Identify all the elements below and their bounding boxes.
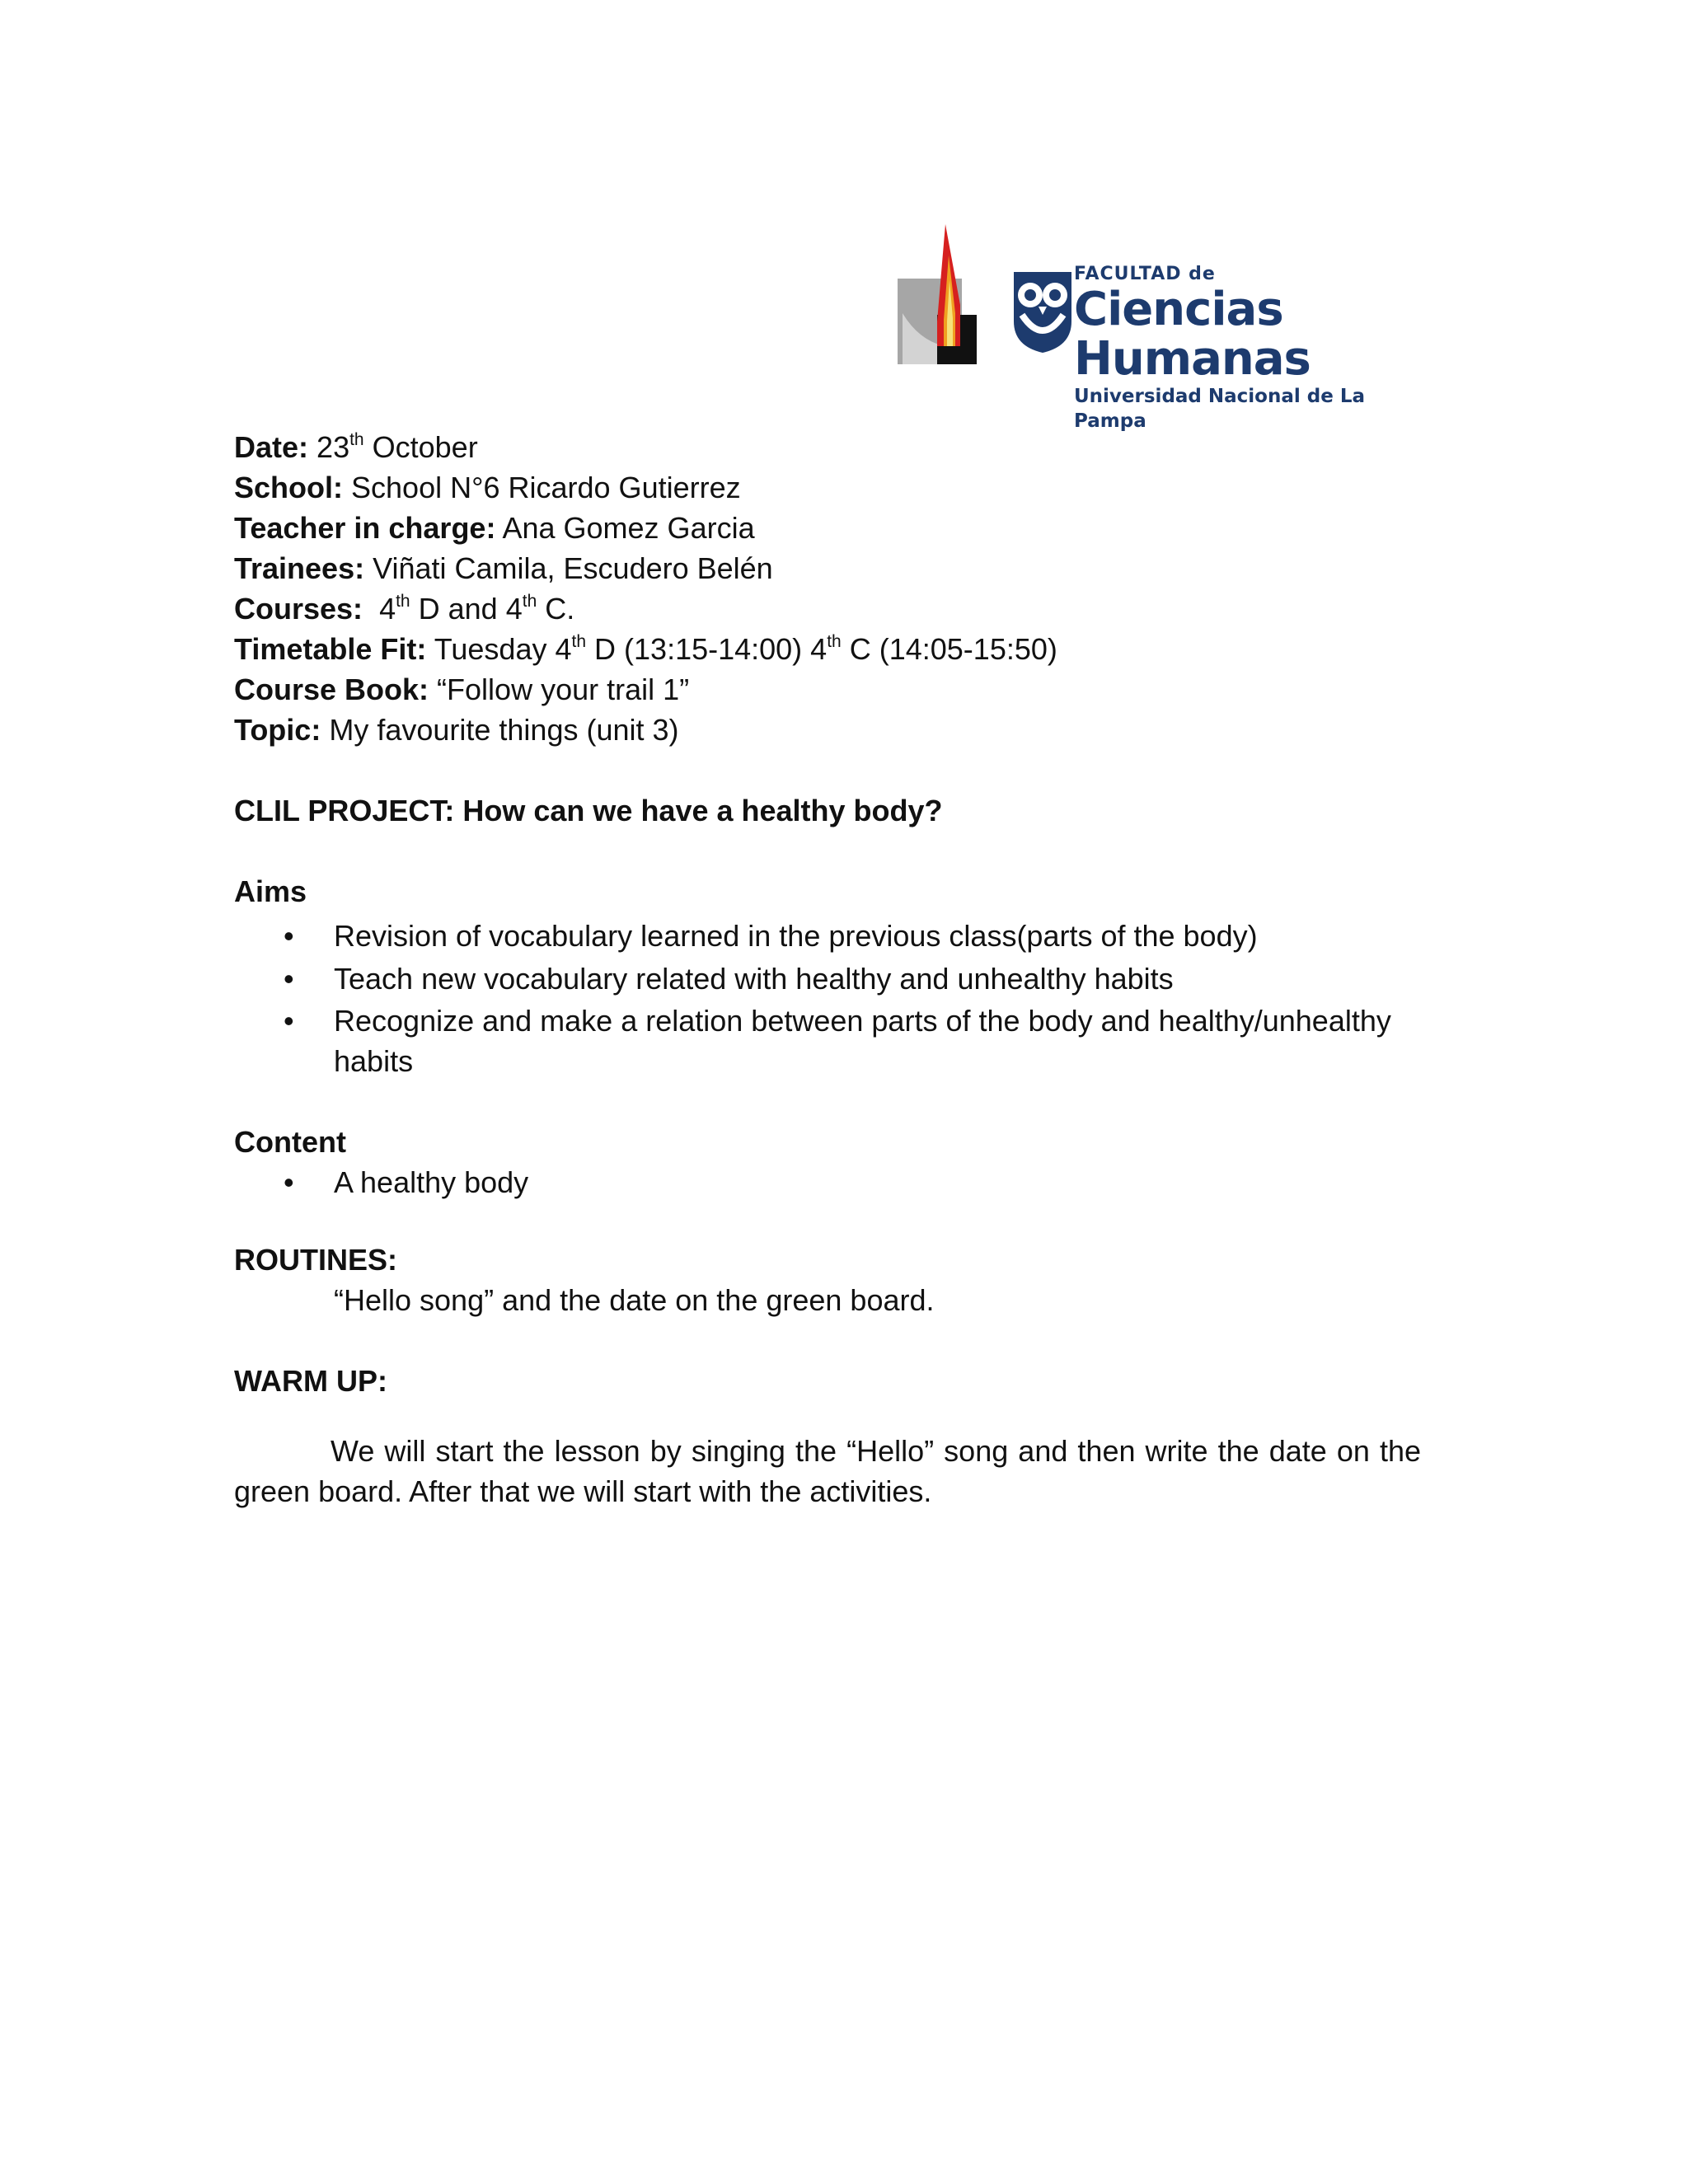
trainees-label: Trainees: [234, 551, 365, 585]
topic-label: Topic: [234, 713, 321, 747]
teacher-label: Teacher in charge: [234, 511, 496, 545]
list-item: • A healthy body [234, 1162, 1421, 1202]
school-label: School: [234, 471, 343, 504]
warmup-paragraph: We will start the lesson by singing the “Hello” song and then write the date on the green board. After that we will start with the activities. [234, 1434, 1421, 1508]
timetable-suffix-2: th [827, 632, 842, 651]
course-1-number: 4 [379, 592, 396, 626]
aims-heading: Aims [234, 874, 307, 908]
coursebook-value: “Follow your trail 1” [437, 673, 690, 706]
aim-3-line-1: Recognize and make a relation between parts of the body and healthy/unhealthy [334, 1004, 1391, 1038]
clil-question: How can we have a healthy body? [462, 794, 943, 827]
course-2-number: 4 [505, 592, 523, 626]
course-1-suffix: th [396, 592, 410, 611]
logo-faculty-small: FACULTAD de [1074, 264, 1216, 284]
school-value: School N°6 Ricardo Gutierrez [351, 471, 741, 504]
owl-icon [1006, 264, 1080, 354]
date-line [234, 427, 1421, 467]
routines-text: “Hello song” and the date on the green board. [334, 1283, 935, 1317]
faculty-logo [894, 223, 1426, 432]
aim-3-line-2: habits [334, 1044, 414, 1078]
courses-line [234, 588, 1421, 629]
date-label: Date: [234, 430, 309, 464]
coursebook-label: Course Book: [234, 673, 429, 706]
timetable-day: Tuesday 4 [434, 632, 572, 666]
routines-heading: ROUTINES: [234, 1243, 397, 1277]
timetable-suffix-1: th [571, 632, 587, 651]
teacher-value: Ana Gomez Garcia [502, 511, 755, 545]
flame-emblem-icon [894, 223, 1001, 371]
date-day: 23 [316, 430, 350, 464]
topic-value: My favourite things (unit 3) [329, 713, 679, 747]
logo-faculty-name: Ciencias Humanas [1074, 283, 1311, 386]
list-item: • Teach new vocabulary related with healthy and unhealthy habits [234, 958, 1421, 1001]
timetable-slot-1: D (13:15-14:00) 4 [594, 632, 828, 666]
teacher-line [234, 508, 1421, 548]
coursebook-line [234, 669, 1421, 710]
content-list [234, 1162, 1421, 1202]
timetable-label: Timetable Fit: [234, 632, 427, 666]
clil-label: CLIL PROJECT: [234, 794, 455, 827]
aims-list [234, 915, 1421, 1081]
course-2-rest: C. [545, 592, 575, 626]
logo-university: Universidad Nacional de La Pampa [1074, 386, 1366, 432]
topic-line [234, 710, 1421, 750]
date-suffix: th [349, 430, 364, 449]
trainees-value: Viñati Camila, Escudero Belén [373, 551, 773, 585]
timetable-line [234, 629, 1421, 669]
list-item: • Revision of vocabulary learned in the previous class(parts of the body) [234, 915, 1421, 958]
course-1-rest: D and [418, 592, 498, 626]
clil-project-heading [234, 790, 1421, 831]
content-heading: Content [234, 1125, 346, 1159]
warmup-heading: WARM UP: [234, 1364, 387, 1398]
timetable-slot-2: C (14:05-15:50) [849, 632, 1057, 666]
lesson-plan [234, 427, 1421, 1541]
course-2-suffix: th [522, 592, 537, 611]
school-line [234, 467, 1421, 508]
trainees-line [234, 548, 1421, 588]
list-item [234, 1001, 1421, 1081]
date-month: October [372, 430, 478, 464]
courses-label: Courses: [234, 592, 363, 626]
